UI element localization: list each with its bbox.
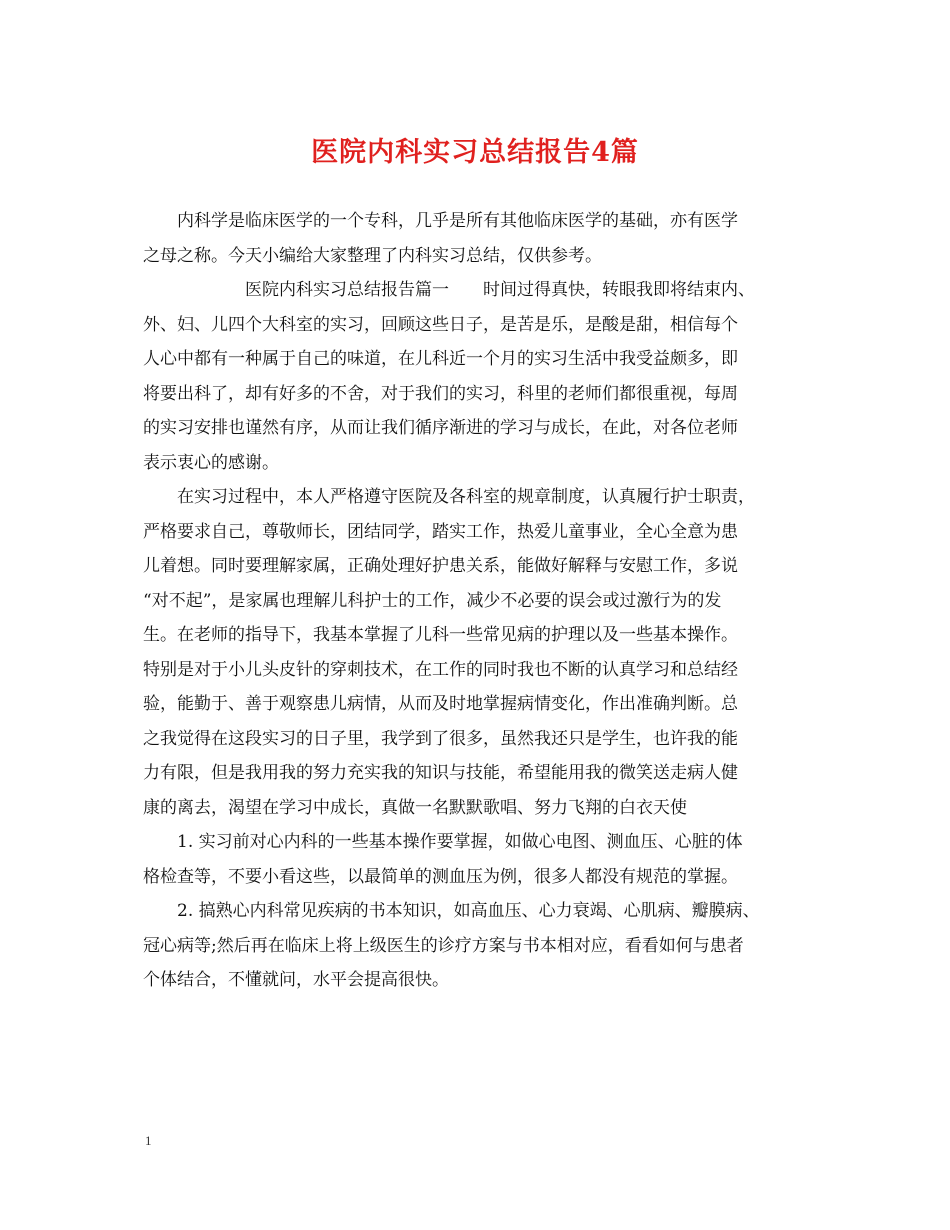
text-line: “对不起”，是家属也理解儿科护士的工作，减少不必要的误会或过激行为的发: [143, 590, 722, 611]
text-line: 医院内科实习总结报告篇一 时间过得真快，转眼我即将结束内、: [143, 280, 755, 300]
text-line: 儿着想。同时要理解家属，正确处理好护患关系，能做好解释与安慰工作，多说: [143, 556, 738, 576]
text-line: 严格要求自己，尊敬师长，团结同学，踏实工作，热爱儿童事业，全心全意为患: [143, 521, 738, 542]
text-line: 外、妇、儿四个大科室的实习，回顾这些日子，是苦是乐，是酸是甜，相信每个: [143, 314, 738, 335]
text-line: 康的离去，渴望在学习中成长，真做一名默默歌唱、努力飞翔的白衣天使: [143, 797, 687, 818]
text-line: 将要出科了，却有好多的不舍，对于我们的实习，科里的老师们都很重视，每周: [143, 383, 738, 404]
text-line: 表示衷心的感谢。: [143, 452, 279, 473]
text-line: 人心中都有一种属于自己的味道，在儿科近一个月的实习生活中我受益颇多，即: [143, 349, 738, 369]
document-title: 医院内科实习总结报告4篇: [311, 137, 639, 168]
text-line: 的实习安排也谨然有序，从而让我们循序渐进的学习与成长，在此，对各位老师: [143, 418, 738, 438]
text-line: 冠心病等;然后再在临床上将上级医生的诊疗方案与书本相对应，看看如何与患者: [143, 935, 744, 956]
text-line: 验，能勤于、善于观察患儿病情，从而及时地掌握病情变化，作出准确判断。总: [143, 694, 738, 714]
text-line: 2. 搞熟心内科常见疾病的书本知识，如高血压、心力衰竭、心肌病、瓣膜病、: [143, 901, 760, 921]
document-body: [143, 204, 813, 998]
text-line: 力有限，但是我用我的努力充实我的知识与技能，希望能用我的微笑送走病人健: [143, 763, 738, 783]
text-line: 1. 实习前对心内科的一些基本操作要掌握，如做心电图、测血压、心脏的体: [143, 832, 743, 852]
text-line: 在实习过程中，本人严格遵守医院及各科室的规章制度，认真履行护士职责，: [143, 487, 755, 507]
text-line: 之母之称。今天小编给大家整理了内科实习总结，仅供参考。: [143, 245, 602, 266]
text-line: 个体结合，不懂就问，水平会提高很快。: [143, 970, 449, 990]
text-line: 特别是对于小儿头皮针的穿刺技术，在工作的同时我也不断的认真学习和总结经: [143, 659, 738, 680]
text-line: 生。在老师的指导下，我基本掌握了儿科一些常见病的护理以及一些基本操作。: [143, 625, 738, 645]
page-number: 1: [145, 1133, 152, 1148]
text-line: 内科学是临床医学的一个专科，几乎是所有其他临床医学的基础，亦有医学: [143, 211, 738, 231]
text-line: 之我觉得在这段实习的日子里，我学到了很多，虽然我还只是学生，也许我的能: [143, 728, 738, 749]
text-line: 格检查等，不要小看这些，以最简单的测血压为例，很多人都没有规范的掌握。: [143, 866, 738, 887]
